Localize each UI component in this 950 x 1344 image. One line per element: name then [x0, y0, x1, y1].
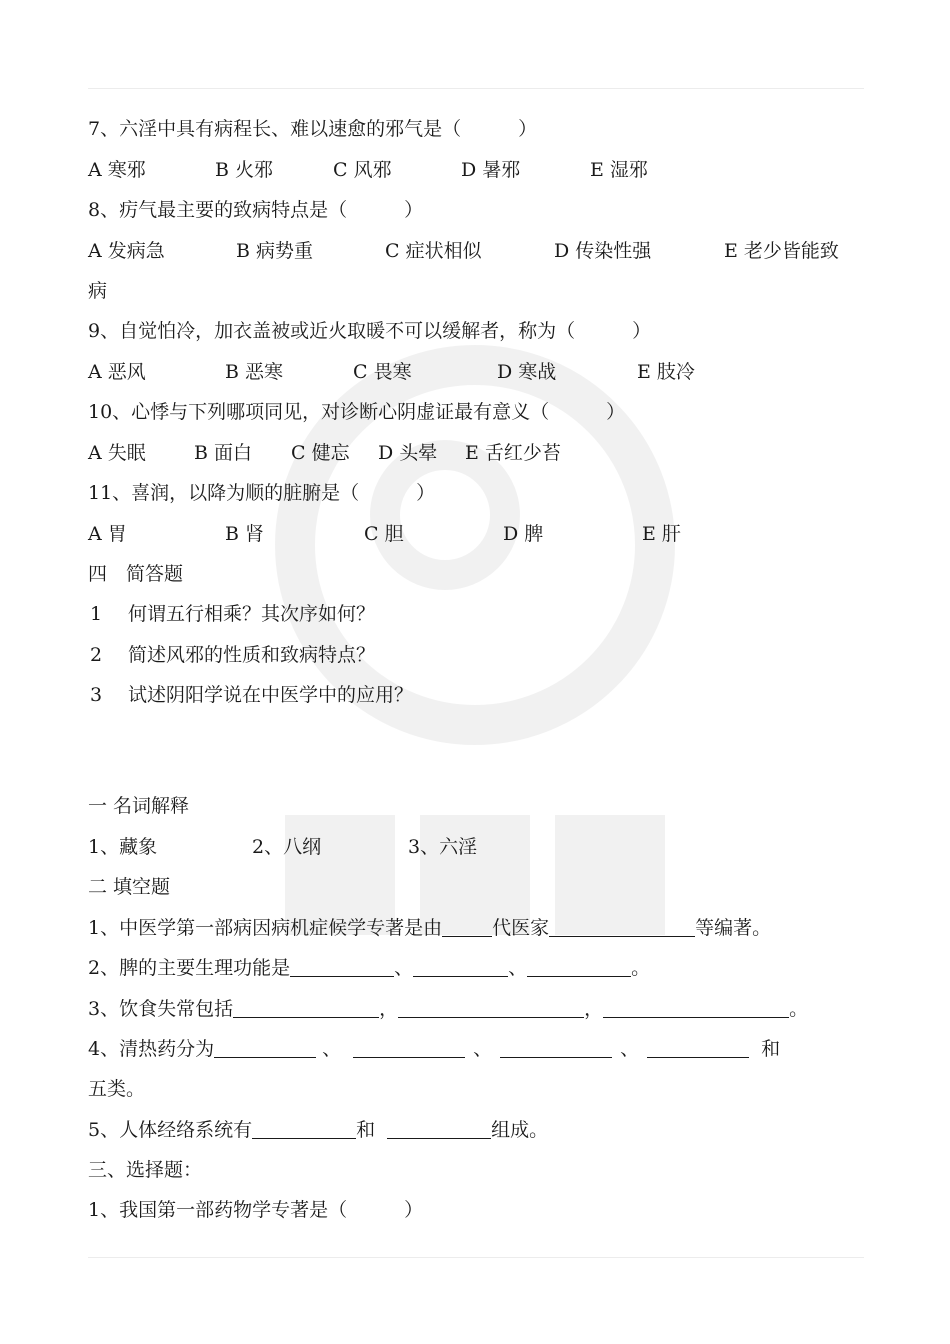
q7-option-e: E 湿邪: [590, 159, 648, 181]
q10-option-e: E 舌红少苔: [465, 442, 561, 464]
q10-option-d: D 头晕: [378, 442, 438, 464]
answer-blank[interactable]: [233, 998, 379, 1018]
q9-option-d: D 寒战: [497, 361, 557, 383]
fill-3-sep: ，: [379, 998, 399, 1020]
question-10-stem: 10、心悸与下列哪项同见，对诊断心阴虚证最有意义（ ）: [88, 401, 626, 423]
short-answer-item: [90, 601, 375, 627]
section-4-title: 四 简答题: [88, 563, 184, 585]
answer-blank[interactable]: [413, 957, 508, 977]
q7-option-b: B 火邪: [215, 159, 274, 181]
fill-4-sep: 、: [473, 1038, 493, 1060]
fill-blank-5: [88, 1117, 548, 1143]
question-8-stem: 8、疠气最主要的致病特点是（ ）: [88, 199, 424, 221]
short-answer-text: 何谓五行相乘？其次序如何？: [128, 603, 376, 625]
q11-option-c: C 胆: [364, 523, 404, 545]
q7-option-c: C 风邪: [333, 159, 392, 181]
q9-option-e: E 肢冷: [637, 361, 695, 383]
fill-1-text-a: 1、中医学第一部病因病机症候学专著是由: [88, 917, 443, 939]
answer-blank[interactable]: [442, 917, 492, 937]
short-answer-number: 1: [90, 603, 103, 625]
top-rule: [88, 88, 864, 89]
answer-blank[interactable]: [647, 1038, 749, 1058]
q11-option-a: A 胃: [88, 523, 127, 545]
answer-blank[interactable]: [387, 1119, 491, 1139]
answer-blank[interactable]: [549, 917, 695, 937]
fill-3-end: 。: [789, 998, 809, 1020]
fill-1-text-b: 代医家: [492, 917, 550, 939]
q11-option-e: E 肝: [642, 523, 681, 545]
answer-blank[interactable]: [603, 998, 789, 1018]
q10-option-a: A 失眠: [88, 442, 146, 464]
q10-option-b: B 面白: [194, 442, 253, 464]
fill-4-sep: 、: [620, 1038, 640, 1060]
short-answer-number: 3: [90, 684, 103, 706]
fill-2-end: 。: [631, 957, 651, 979]
question-7-stem: 7、六淫中具有病程长、难以速愈的邪气是（ ）: [88, 118, 538, 140]
fill-4-wrap: 五类。: [88, 1078, 146, 1100]
section-1-title: 一 名词解释: [88, 795, 190, 817]
q7-option-d: D 暑邪: [461, 159, 521, 181]
section-2-title: 二 填空题: [88, 876, 171, 898]
fill-1-text-c: 等编著。: [695, 917, 772, 939]
short-answer-item: [90, 642, 375, 668]
question-11-stem: 11、喜润，以降为顺的脏腑是（ ）: [88, 482, 436, 504]
answer-blank[interactable]: [290, 957, 394, 977]
section-3-question-1: 1、我国第一部药物学专著是（ ）: [88, 1199, 424, 1221]
fill-2-sep: 、: [394, 957, 414, 979]
fill-4-end: 和: [761, 1038, 781, 1060]
fill-blank-4: [88, 1036, 780, 1062]
short-answer-text: 试述阴阳学说在中医学中的应用？: [128, 684, 414, 706]
q11-option-b: B 肾: [225, 523, 265, 545]
question-9-stem: 9、自觉怕冷，加衣盖被或近火取暖不可以缓解者，称为（ ）: [88, 320, 652, 342]
q9-option-b: B 恶寒: [225, 361, 284, 383]
fill-4-sep: 、: [322, 1038, 342, 1060]
q8-option-d: D 传染性强: [554, 240, 652, 262]
fill-2-text-a: 2、脾的主要生理功能是: [88, 957, 291, 979]
answer-blank[interactable]: [353, 1038, 465, 1058]
q8-option-b: B 病势重: [236, 240, 314, 262]
answer-blank[interactable]: [527, 957, 631, 977]
short-answer-text: 简述风邪的性质和致病特点？: [128, 644, 376, 666]
answer-blank[interactable]: [252, 1119, 356, 1139]
q10-option-c: C 健忘: [291, 442, 350, 464]
fill-5-text-a: 5、人体经络系统有: [88, 1119, 253, 1141]
q7-option-a: A 寒邪: [88, 159, 146, 181]
term-2: 2、八纲: [252, 836, 322, 858]
term-3: 3、六淫: [408, 836, 478, 858]
answer-blank[interactable]: [214, 1038, 316, 1058]
fill-3-sep: ，: [584, 998, 604, 1020]
q8-option-e-wrap: 病: [88, 280, 108, 302]
answer-blank[interactable]: [398, 998, 584, 1018]
q8-option-e: E 老少皆能致: [724, 240, 839, 262]
q8-option-a: A 发病急: [88, 240, 165, 262]
fill-blank-1: [88, 915, 771, 941]
bottom-rule: [88, 1257, 864, 1258]
q11-option-d: D 脾: [503, 523, 544, 545]
fill-2-sep: 、: [508, 957, 528, 979]
fill-blank-3: [88, 996, 808, 1022]
short-answer-item: [90, 682, 413, 708]
term-1: 1、藏象: [88, 836, 158, 858]
fill-3-text-a: 3、饮食失常包括: [88, 998, 234, 1020]
q9-option-a: A 恶风: [88, 361, 146, 383]
q9-option-c: C 畏寒: [353, 361, 412, 383]
q8-option-c: C 症状相似: [385, 240, 482, 262]
fill-4-text-a: 4、清热药分为: [88, 1038, 215, 1060]
short-answer-number: 2: [90, 644, 103, 666]
fill-blank-2: [88, 955, 650, 981]
answer-blank[interactable]: [500, 1038, 612, 1058]
section-3-title: 三、选择题：: [88, 1159, 203, 1181]
fill-5-mid: 和: [356, 1119, 376, 1141]
fill-5-end: 组成。: [491, 1119, 549, 1141]
